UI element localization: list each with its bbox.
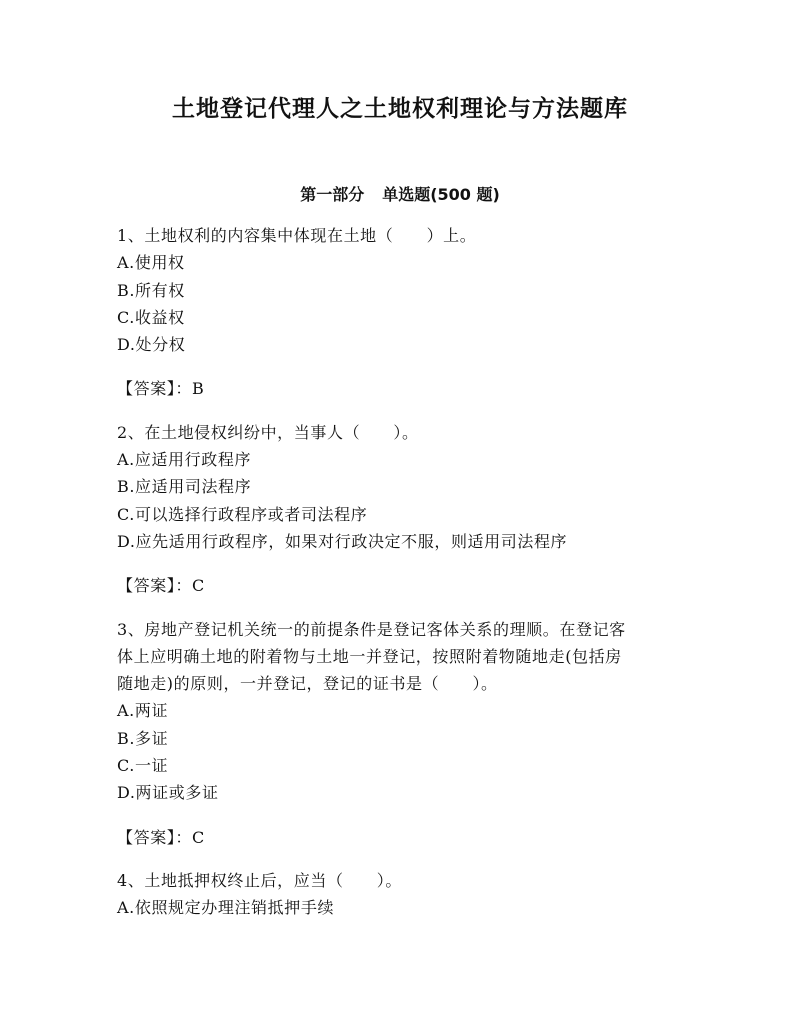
question-stem-line-1: 3、房地产登记机关统一的前提条件是登记客体关系的理顺。在登记客	[117, 619, 626, 639]
option-c: C.可以选择行政程序或者司法程序	[117, 504, 368, 524]
question-stem-line-3: 随地走)的原则，一并登记，登记的证书是（ ）。	[117, 674, 498, 694]
option-a: A.两证	[117, 701, 169, 721]
question-stem: 1、土地权利的内容集中体现在土地（ ）上。	[117, 226, 477, 245]
question-1	[117, 222, 697, 403]
option-d: D.两证或多证	[117, 783, 219, 803]
option-c: C.一证	[117, 756, 169, 776]
question-stem-line-2: 体上应明确土地的附着物与土地一并登记，按照附着物随地走(包括房	[117, 646, 622, 666]
answer-label: 【答案】：	[117, 379, 193, 399]
answer-value: B	[192, 379, 205, 399]
answer-line	[117, 375, 697, 402]
answer-line	[117, 824, 697, 851]
option-a: A.使用权	[117, 253, 185, 273]
option-a: A.应适用行政程序	[117, 450, 252, 470]
answer-line	[117, 572, 697, 599]
question-2	[117, 419, 697, 600]
answer-value: C	[192, 827, 205, 847]
option-c: C.收益权	[117, 307, 185, 327]
answer-label: 【答案】：	[117, 827, 193, 847]
option-b: B.多证	[117, 728, 169, 748]
option-d: D.处分权	[117, 335, 186, 355]
option-a: A.依照规定办理注销抵押手续	[117, 898, 335, 918]
option-d: D.应先适用行政程序，如果对行政决定不服，则适用司法程序	[117, 531, 568, 551]
section-part: 第一部分	[300, 185, 365, 204]
question-stem: 2、在土地侵权纠纷中，当事人（ ）。	[117, 422, 419, 442]
answer-value: C	[192, 576, 205, 596]
question-3	[117, 616, 697, 851]
question-list	[117, 222, 697, 922]
question-4	[117, 867, 697, 922]
option-b: B.所有权	[117, 280, 185, 300]
question-stem: 4、土地抵押权终止后，应当（ ）。	[117, 870, 402, 890]
section-title	[0, 183, 800, 207]
section-name: 单选题(500 题)	[382, 185, 500, 204]
document-title: 土地登记代理人之土地权利理论与方法题库	[172, 96, 628, 122]
answer-label: 【答案】：	[117, 576, 193, 596]
option-b: B.应适用司法程序	[117, 477, 252, 497]
